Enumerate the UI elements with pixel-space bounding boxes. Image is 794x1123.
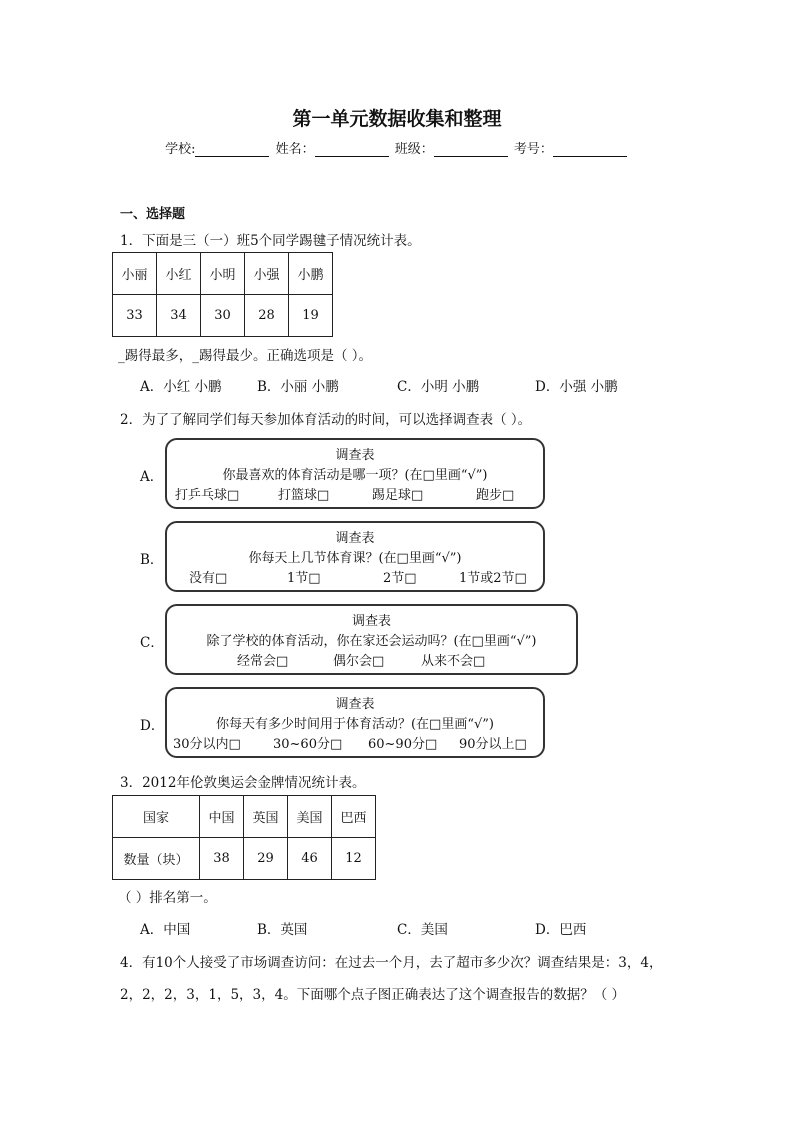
q2-survey-card-b[interactable] [165,521,545,592]
q2-choice-a-label[interactable]: A． [140,469,164,485]
name-blank[interactable] [315,142,389,157]
q3-header: 国家 [113,796,200,838]
q3-value: 29 [244,838,288,880]
q1-blank-text: _踢得最多，_踢得最少。正确选项是（ ）。 [118,348,373,364]
survey-option: 打乒乓球□ [175,488,240,503]
q2-stem: 2．为了了解同学们每天参加体育活动的时间，可以选择调查表（ ）。 [120,412,532,428]
q1-option-d[interactable]: D．小强 小鹏 [535,379,618,395]
survey-option: 经常会□ [237,654,289,669]
q2-survey-card-d[interactable] [165,687,545,758]
section-heading: 一、选择题 [120,207,186,222]
survey-option: 2节□ [383,571,417,586]
school-blank[interactable] [195,142,269,157]
class-blank[interactable] [434,142,508,157]
survey-option: 跑步□ [476,488,515,503]
q3-value: 46 [288,838,332,880]
q3-option-c[interactable]: C．美国 [397,922,448,938]
survey-question: 你最喜欢的体育活动是哪一项？(在□里画“√”) [222,468,488,483]
q1-value: 33 [113,295,157,337]
q3-value: 38 [200,838,244,880]
q3-option-b[interactable]: B．英国 [257,922,308,938]
survey-option: 90分以上□ [459,737,527,752]
id-label: 考号： [513,142,553,157]
school-label: 学校: [165,142,196,157]
q1-header: 小红 [157,253,201,295]
q3-table [112,795,376,880]
q3-option-d[interactable]: D．巴西 [535,922,587,938]
q3-header: 英国 [244,796,288,838]
q4-stem-line1: 4．有10个人接受了市场调查访问：在过去一个月，去了超市多少次？调查结果是：3，4， [120,955,663,971]
class-label: 班级： [394,142,434,157]
q1-header: 小明 [201,253,245,295]
q1-table [112,252,333,337]
page-title: 第一单元数据收集和整理 [292,108,502,130]
q1-header: 小鹏 [289,253,333,295]
survey-option: 踢足球□ [372,488,424,503]
q2-choice-d-label[interactable]: D． [140,718,165,734]
q1-value: 19 [289,295,333,337]
q1-option-c[interactable]: C．小明 小鹏 [397,379,480,395]
q3-header: 美国 [288,796,332,838]
survey-option: 从来不会□ [421,654,486,669]
student-info-row [0,138,794,157]
survey-option: 偶尔会□ [333,654,385,669]
survey-title: 调查表 [335,531,375,546]
q2-survey-card-a[interactable] [165,438,545,509]
survey-option: 1节或2节□ [459,571,527,586]
q3-header: 中国 [200,796,244,838]
survey-option: 60~90分□ [368,737,438,752]
q2-choice-b-label[interactable]: B． [140,552,164,568]
survey-title: 调查表 [351,614,391,629]
q3-header: 巴西 [332,796,376,838]
survey-option: 打篮球□ [278,488,330,503]
q3-stem: 3．2012年伦敦奥运会金牌情况统计表。 [120,775,366,791]
q1-header: 小丽 [113,253,157,295]
q4-stem-line2: 2，2，2，3，1，5，3，4。下面哪个点子图正确表达了这个调查报告的数据？（ ） [120,987,626,1003]
survey-title: 调查表 [335,697,375,712]
survey-question: 你每天有多少时间用于体育活动？(在□里画“√”) [215,717,494,732]
name-label: 姓名： [275,142,315,157]
survey-option: 没有□ [189,571,228,586]
q1-header: 小强 [245,253,289,295]
survey-option: 1节□ [287,571,321,586]
id-blank[interactable] [553,142,627,157]
q2-survey-card-c[interactable] [165,604,578,675]
survey-question: 你每天上几节体育课？(在□里画“√”) [248,551,462,566]
q2-choice-c-label[interactable]: C． [140,635,164,651]
survey-question: 除了学校的体育活动，你在家还会运动吗？(在□里画“√”) [206,634,537,649]
q1-value: 30 [201,295,245,337]
q3-blank-text: （ ）排名第一。 [118,890,217,906]
q1-value: 28 [245,295,289,337]
q1-option-b[interactable]: B．小丽 小鹏 [257,379,339,395]
survey-option: 30~60分□ [273,737,343,752]
q1-option-a[interactable]: A．小红 小鹏 [140,379,222,395]
q3-value: 12 [332,838,376,880]
survey-title: 调查表 [335,448,375,463]
q1-stem: 1．下面是三（一）班5个同学踢毽子情况统计表。 [120,233,421,249]
q1-value: 34 [157,295,201,337]
q3-option-a[interactable]: A．中国 [140,922,191,938]
survey-option: 30分以内□ [173,737,241,752]
q3-value: 数量（块） [113,838,200,880]
